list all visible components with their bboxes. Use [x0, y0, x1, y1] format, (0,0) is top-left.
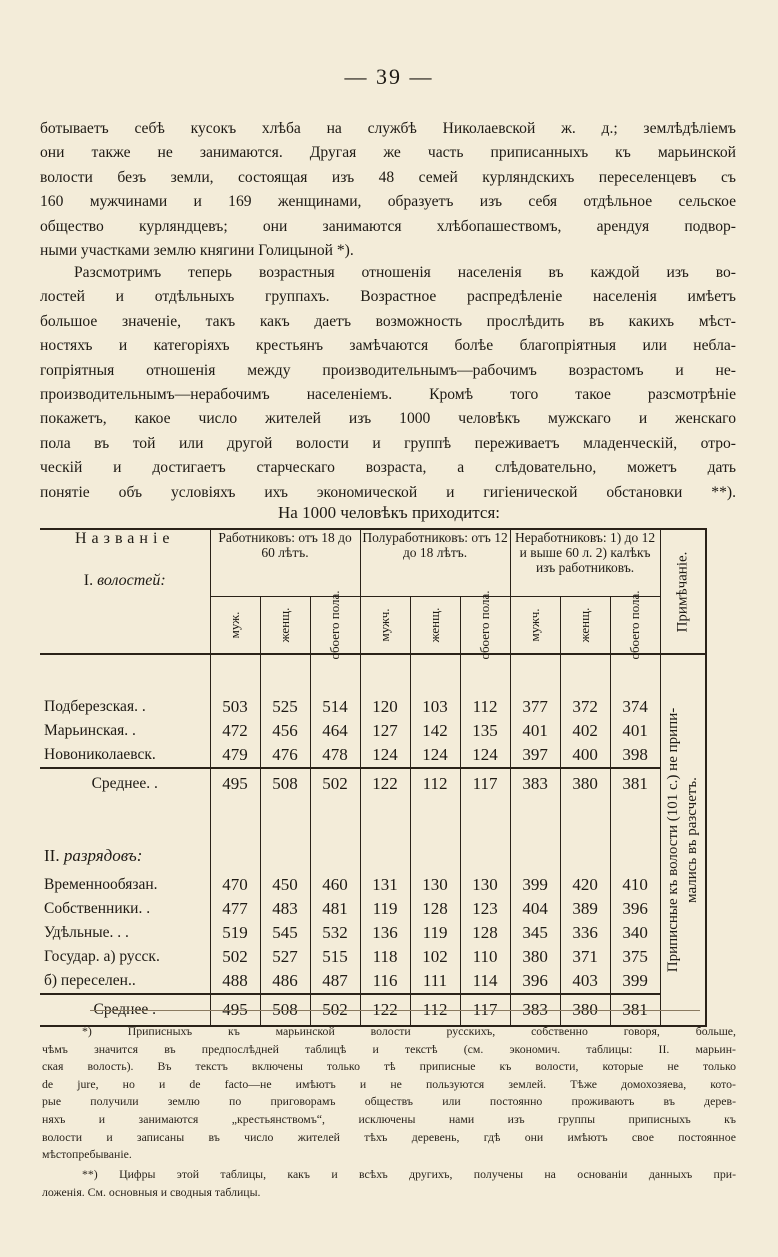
value-cell: 118	[360, 945, 410, 969]
value-cell: 380	[510, 945, 560, 969]
value-cell: 122	[360, 994, 410, 1026]
empty-cell	[410, 654, 460, 695]
table-row	[40, 897, 706, 921]
value-cell: 120	[360, 695, 410, 719]
empty-cell	[610, 839, 660, 873]
footnote-line: de jure, но и de facto—не имѣютъ и не пользуются землей. Тѣже домохозяева, кото-	[42, 1076, 736, 1091]
footnote-divider	[90, 1010, 700, 1011]
footnote-line: няхъ и занимаются „крестьянствомъ“, исключены нами изъ группы приписныхъ къ	[42, 1111, 736, 1126]
table-row	[40, 719, 706, 743]
value-cell: 381	[610, 768, 660, 799]
text-line: 160 мужчинами и 169 женщинами, образуетъ изъ себя отдѣльное сельское	[40, 193, 736, 211]
row-label: Новониколаевск.	[44, 746, 156, 763]
sub-header: муж.	[210, 597, 260, 655]
table-row	[40, 743, 706, 768]
value-cell: 502	[310, 994, 360, 1026]
empty-cell	[560, 839, 610, 873]
value-cell: 111	[410, 969, 460, 994]
empty-cell	[410, 839, 460, 873]
paragraph-2	[40, 261, 736, 505]
row-label: Среднее. .	[40, 768, 210, 799]
empty-cell	[510, 799, 560, 839]
value-cell: 477	[210, 897, 260, 921]
value-cell: 488	[210, 969, 260, 994]
value-cell: 470	[210, 873, 260, 897]
value-cell: 519	[210, 921, 260, 945]
table-row	[40, 921, 706, 945]
text-line: лостей и отдѣльныхъ группахъ. Возрастное распредѣленіе населенія имѣетъ	[40, 288, 736, 306]
value-cell: 127	[360, 719, 410, 743]
value-cell: 340	[610, 921, 660, 945]
empty-cell	[510, 654, 560, 695]
row-label: Государ. а) русск.	[44, 948, 160, 965]
text-line: понятіе объ условіяхъ ихъ экономической и гигіенической обстановки **).	[40, 483, 736, 501]
table-row	[40, 695, 706, 719]
value-cell: 420	[560, 873, 610, 897]
footnote-line: рые получили землю по приговорамъ обществъ или постоянно проживаютъ въ дерев-	[42, 1094, 736, 1109]
value-cell: 336	[560, 921, 610, 945]
empty-cell	[260, 654, 310, 695]
value-cell: 472	[210, 719, 260, 743]
value-cell: 397	[510, 743, 560, 768]
sub-header: обоего пола.	[610, 597, 660, 655]
empty-cell	[310, 799, 360, 839]
footnote-1	[42, 1023, 736, 1164]
value-cell: 400	[560, 743, 610, 768]
empty-cell	[560, 654, 610, 695]
text-line: общество курляндцевъ; они занимаются хлѣбопашествомъ, арендуя подвор-	[40, 217, 736, 235]
empty-cell	[460, 839, 510, 873]
text-line: пола въ той или другой волости и группѣ переживаетъ младенческій, отро-	[40, 434, 736, 452]
value-cell: 117	[460, 768, 510, 799]
note-header: Примѣчаніе.	[660, 529, 706, 654]
value-cell: 481	[310, 897, 360, 921]
value-cell: 476	[260, 743, 310, 768]
value-cell: 495	[210, 994, 260, 1026]
empty-cell	[210, 654, 260, 695]
empty-cell	[210, 799, 260, 839]
empty-cell	[510, 839, 560, 873]
sub-header: женщ.	[560, 597, 610, 655]
sub-header: женщ.	[410, 597, 460, 655]
footnote-line: **) Цифры этой таблицы, какъ и всѣхъ другихъ, получены на основаніи данныхъ при-	[82, 1167, 736, 1181]
value-cell: 532	[310, 921, 360, 945]
value-cell: 122	[360, 768, 410, 799]
value-cell: 487	[310, 969, 360, 994]
row-label: Марьинская. .	[44, 722, 136, 739]
value-cell: 371	[560, 945, 610, 969]
sub-header: обоего пола.	[310, 597, 360, 655]
value-cell: 545	[260, 921, 310, 945]
sub-header: мужч.	[360, 597, 410, 655]
value-cell: 117	[460, 994, 510, 1026]
empty-cell	[410, 799, 460, 839]
value-cell: 404	[510, 897, 560, 921]
value-cell: 396	[510, 969, 560, 994]
value-cell: 383	[510, 768, 560, 799]
value-cell: 130	[410, 873, 460, 897]
value-cell: 479	[210, 743, 260, 768]
empty-cell	[260, 839, 310, 873]
value-cell: 110	[460, 945, 510, 969]
value-cell: 130	[460, 873, 510, 897]
value-cell: 374	[610, 695, 660, 719]
group-title-prefix: II.	[44, 846, 60, 865]
workers-header: Работниковъ: отъ 18 до 60 лѣтъ.	[210, 529, 360, 597]
empty-cell	[460, 654, 510, 695]
value-cell: 135	[460, 719, 510, 743]
value-cell: 525	[260, 695, 310, 719]
empty-cell	[610, 654, 660, 695]
value-cell: 128	[460, 921, 510, 945]
empty-cell	[360, 839, 410, 873]
value-cell: 381	[610, 994, 660, 1026]
value-cell: 399	[510, 873, 560, 897]
value-cell: 508	[260, 768, 310, 799]
value-cell: 398	[610, 743, 660, 768]
text-line: Разсмотримъ теперь возрастныя отношенія населенія въ каждой изъ во-	[74, 264, 736, 281]
empty-cell	[310, 839, 360, 873]
group-title	[40, 839, 210, 873]
text-line: гопріятныя отношенія между производительнымъ—рабочимъ возрастомъ и не-	[40, 361, 736, 379]
note-column	[660, 654, 706, 1026]
row-label: Удѣльные. . .	[44, 924, 129, 941]
row-label: Временнообязан.	[44, 876, 158, 893]
value-cell: 383	[510, 994, 560, 1026]
value-cell: 483	[260, 897, 310, 921]
name-column-header: Названіе I. волостей:	[40, 529, 210, 654]
sub-header: женщ.	[260, 597, 310, 655]
value-cell: 124	[410, 743, 460, 768]
value-cell: 123	[460, 897, 510, 921]
footnote-line: ская волость). Въ текстъ включены только тѣ приписные къ волости, которые не только	[42, 1059, 736, 1074]
paragraph-1	[40, 117, 736, 263]
value-cell: 502	[310, 768, 360, 799]
value-cell: 478	[310, 743, 360, 768]
footnote-line: мѣстопребываніе.	[42, 1147, 132, 1162]
value-cell: 128	[410, 897, 460, 921]
note-text	[664, 708, 702, 972]
row-label: Среднее .	[40, 994, 210, 1026]
note-line: Приписные къ волости (101 с.) не припи-	[664, 707, 681, 973]
sub-header: обоего пола.	[460, 597, 510, 655]
page-number: — 39 —	[344, 64, 434, 89]
value-cell: 112	[460, 695, 510, 719]
age-distribution-table	[40, 528, 707, 1027]
row-label: Собственники. .	[44, 900, 151, 917]
table-row	[40, 969, 706, 994]
value-cell: 456	[260, 719, 310, 743]
text-line: они также не занимаются. Другая же часть приписанныхъ къ марьинской	[40, 144, 736, 162]
value-cell: 131	[360, 873, 410, 897]
footnote-line: ложенія. См. основныя и сводныя таблицы.	[42, 1184, 261, 1199]
empty-cell	[360, 654, 410, 695]
value-cell: 103	[410, 695, 460, 719]
value-cell: 124	[460, 743, 510, 768]
empty-cell	[360, 799, 410, 839]
value-cell: 403	[560, 969, 610, 994]
value-cell: 410	[610, 873, 660, 897]
group-title-text: разрядовъ:	[63, 846, 143, 865]
footnote-2	[42, 1166, 736, 1201]
value-cell: 495	[210, 768, 260, 799]
text-line: покажетъ, какое число жителей изъ 1000 человѣкъ мужскаго и женскаго	[40, 410, 736, 428]
value-cell: 375	[610, 945, 660, 969]
value-cell: 114	[460, 969, 510, 994]
group-title-row	[40, 839, 706, 873]
text-line: ческій и достигаетъ старческаго возраста, а слѣдовательно, можетъ дать	[40, 459, 736, 477]
table-separator	[40, 654, 706, 695]
empty-cell	[40, 799, 210, 839]
value-cell: 486	[260, 969, 310, 994]
text-line: ностяхъ и категоріяхъ крестьянъ замѣчаются болѣе благопріятныя или небла-	[40, 337, 736, 355]
text-line: производительнымъ—нерабочимъ населеніемъ. Кромѣ того такое разсмотрѣніе	[40, 386, 736, 404]
value-cell: 460	[310, 873, 360, 897]
half-workers-header: Полуработниковъ: отъ 12 до 18 лѣтъ.	[360, 529, 510, 597]
value-cell: 136	[360, 921, 410, 945]
value-cell: 503	[210, 695, 260, 719]
value-cell: 142	[410, 719, 460, 743]
empty-cell	[460, 799, 510, 839]
text-line: ными участками землю княгини Голицыной *).	[40, 242, 354, 260]
value-cell: 389	[560, 897, 610, 921]
value-cell: 380	[560, 768, 610, 799]
value-cell: 102	[410, 945, 460, 969]
value-cell: 124	[360, 743, 410, 768]
value-cell: 515	[310, 945, 360, 969]
value-cell: 372	[560, 695, 610, 719]
text-line: ботываетъ себѣ кусокъ хлѣба на службѣ Николаевской ж. д.; землѣдѣліемъ	[40, 120, 736, 137]
value-cell: 402	[560, 719, 610, 743]
table-row	[40, 873, 706, 897]
empty-cell	[610, 799, 660, 839]
footnote-line: волости и записаны въ число жителей тѣхъ деревень, гдѣ они имѣютъ свое постоянное	[42, 1129, 736, 1144]
value-cell: 450	[260, 873, 310, 897]
value-cell: 377	[510, 695, 560, 719]
value-cell: 502	[210, 945, 260, 969]
empty-cell	[210, 839, 260, 873]
text-line: волости безъ земли, состоящая изъ 48 семей курляндскихъ переселенцевъ съ	[40, 168, 736, 186]
table-caption: На 1000 человѣкъ приходится:	[278, 503, 500, 522]
value-cell: 116	[360, 969, 410, 994]
empty-cell	[40, 654, 210, 695]
value-cell: 401	[510, 719, 560, 743]
empty-cell	[260, 799, 310, 839]
value-cell: 508	[260, 994, 310, 1026]
value-cell: 112	[410, 994, 460, 1026]
value-cell: 514	[310, 695, 360, 719]
table-row	[40, 945, 706, 969]
value-cell: 527	[260, 945, 310, 969]
value-cell: 119	[410, 921, 460, 945]
empty-cell	[560, 799, 610, 839]
average-row	[40, 768, 706, 799]
table-gap	[40, 799, 706, 839]
footnote-line: *) Приписныхъ къ марьинской волости русскихъ, собственно говоря, больше,	[82, 1024, 736, 1038]
value-cell: 401	[610, 719, 660, 743]
value-cell: 112	[410, 768, 460, 799]
sub-header: мужч.	[510, 597, 560, 655]
empty-cell	[310, 654, 360, 695]
footnote-line: чѣмъ значится въ предпослѣдней таблицѣ и текстѣ (см. экономич. таблицы: II. марьин-	[42, 1041, 736, 1056]
value-cell: 119	[360, 897, 410, 921]
text-line: большое значеніе, такъ какъ даетъ возможность прослѣдить въ какихъ мѣст-	[40, 312, 736, 330]
value-cell: 399	[610, 969, 660, 994]
value-cell: 380	[560, 994, 610, 1026]
row-label: Подберезская. .	[44, 698, 146, 715]
non-workers-header: Неработниковъ: 1) до 12 и выше 60 л. 2) калѣкъ изъ работниковъ.	[510, 529, 660, 597]
row-label: б) переселен..	[44, 972, 136, 989]
value-cell: 464	[310, 719, 360, 743]
note-line: мались въ разсчетъ.	[683, 777, 700, 903]
value-cell: 396	[610, 897, 660, 921]
value-cell: 345	[510, 921, 560, 945]
